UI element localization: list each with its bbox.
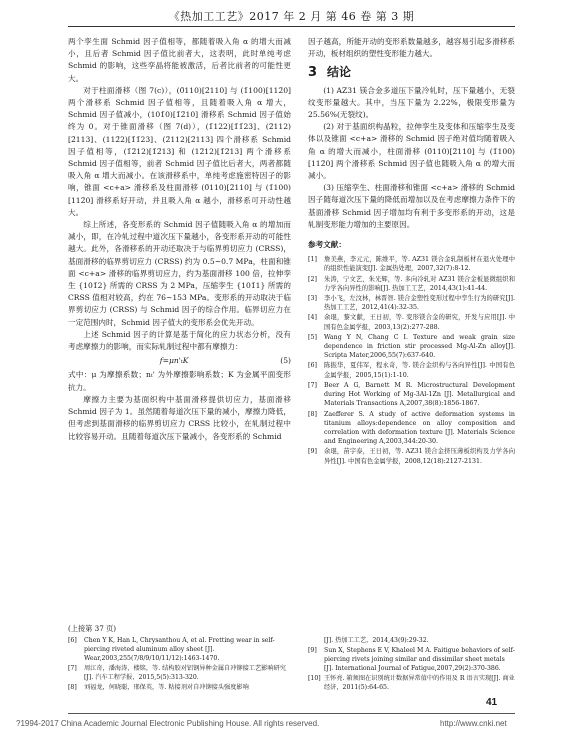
- reference-text: 詹美燕，李元元，陈维平，等. AZ31 镁合金轧制板材在退火处理中的组织性能演变[J]. 金属热处理，2007,32(7):8-12.: [324, 256, 515, 273]
- right-column: [308, 36, 515, 628]
- continued-references-right: [308, 636, 515, 693]
- reference-number: [7]: [308, 381, 317, 389]
- reference-number: [308, 636, 324, 645]
- reference-list: [308, 255, 515, 465]
- reference-number: [5]: [308, 333, 317, 341]
- section-title: 结论: [327, 65, 352, 80]
- reference-number: [6]: [308, 362, 317, 370]
- reference-item: [68, 664, 286, 682]
- conclusion-item: (3) 压缩孪生、柱面滑移和锥面 <c+a> 滑移的 Schmid 因子随每道次压下量的降低而增加以及在考虑摩擦力条件下的基面滑移 Schmid 因子增加均有利于多变形系的开动，这是轧制变形能力增加的主要原因。: [308, 183, 515, 229]
- reference-text: 陈振华，夏伟军，程永奇，等. 镁合金织构与各向异性[J]. 中国有色金属学报，2005,15(1):1-10.: [324, 362, 515, 379]
- reference-number: [10]: [308, 675, 321, 682]
- copyright-notice: ?1994-2017 China Academic Journal Electronic Publishing House. All rights reserved.: [16, 719, 320, 728]
- reference-text: Zaefferer S. A study of active deformation systems in titanium alloys:dependence on alloy composition and correlation with deformation texture [J]. Materials Science and Engineering A,2003,344:20-30.: [324, 410, 515, 446]
- site-url: http://www.cnki.net: [440, 719, 507, 728]
- reference-text: 余琨，黎文献，王日初，等. 变形镁合金的研究，开发与应用[J]. 中国有色金属学报，2003,13(2):277-288.: [324, 314, 515, 331]
- reference-text: Chen Y K, Han L, Chrysanthou A, et al. Fretting wear in self-piercing riveted aluminum alloy sheet [J]. Wear,2003,255(7/8/9/10/11/12):1463-1470.: [84, 637, 275, 662]
- paragraph: 因子越高，所能开动的变形系数量越多，越容易引起多滑移系开动，板材组织的塑性变形能力越大。: [308, 37, 515, 59]
- reference-number: [9]: [308, 448, 317, 456]
- reference-number: [3]: [308, 295, 317, 303]
- reference-number: [8]: [68, 684, 77, 691]
- paragraph: 摩擦力主要为基面织构中基面滑移提供切应力，基面滑移 Schmid 因子为 1。虽然随着每道次压下量的减小，摩擦力降低，但考虑到基面滑移的临界剪切应力 CRSS 比较小，在轧制过程中比较容易开动。且随着每道次压下量减小，各变形系的 Schmid: [68, 394, 291, 441]
- reference-text: Wang Y N, Chang C I. Texture and weak grain size dependence in friction stir processed Mg-Al-Zn alloy[J]. Scripta Mater,2006,55(7):637-640.: [324, 333, 515, 360]
- reference-item: [308, 447, 515, 465]
- reference-item: [308, 275, 515, 293]
- reference-item: [308, 381, 515, 409]
- reference-number: [9]: [308, 647, 317, 654]
- reference-text: [J]. 热加工工艺，2014,43(9):29-32.: [324, 637, 429, 644]
- conclusion-item: (2) 对于基面织构晶粒，拉伸孪生及变体和压缩孪生及变体以及锥面 <c+a> 滑移的 Schmid 因子绝对值均随着吸入角 α 的增大而减小，柱面滑移 (0̄110)[2̄110] 与 (1̄100)[112̄0] 两个滑移系 Schmid 因子值也随吸入角 α 的增大而减小。: [308, 122, 515, 181]
- reference-number: [6]: [68, 637, 77, 644]
- paragraph: 综上所述，各变形系的 Schmid 因子值随吸入角 α 的增加而减小，即，在冷轧过程中道次压下量越小，各变形系开动的可能性越大。此外，各滑移系的开动还取决于与临界剪切应力 (CRSS)，基面滑移的临界剪切应力 (CRSS) 约为 0.5~0.7 MPa，柱面和锥面 <c+a> 滑移的临界剪切应力，约为基面滑移 100 倍，拉伸孪生 {101̄2} 所需的 CRSS 为 2 MPa，压缩孪生 {101̄1} 所需的 CRSS 值相对较高，约在 76~153 MPa。变形系的开动取决于临界剪切应力 (CRSS) 与 Schmid 因子的综合作用。临界切应力在一定范围内时，Schmid 因子值大的变形系会优先开动。: [68, 220, 291, 327]
- paragraph: 上述 Schmid 因子的计算是基于简化的应力状态分析，没有考虑摩擦力的影响，而实际轧制过程中都有摩擦力：: [68, 329, 291, 352]
- reference-text: 李小飞，左汶林，林晋智. 镁合金塑性变形过程中孪生行为的研究[J]. 热加工工艺，2012,41(4):32-35.: [324, 295, 515, 312]
- reference-item: [308, 255, 515, 273]
- paragraph: 式中：μ 为摩擦系数；nₜ' 为外摩擦影响系数；K 为金属平面变形抗力。: [68, 370, 291, 392]
- equation-expression: f=μn'ₜK: [159, 356, 189, 366]
- reference-item: [308, 636, 515, 645]
- reference-number: [2]: [308, 275, 317, 283]
- reference-text: Beer A G, Barnett M R. Microstructural Development during Hot Working of Mg-3Al-1Zn [J]. Metallurgical and Materials Transactions A,2007,38(8):1856-1867.: [324, 381, 515, 408]
- reference-number: [4]: [308, 314, 317, 322]
- reference-item: [308, 313, 515, 331]
- reference-item: [68, 683, 286, 692]
- reference-item: [308, 646, 515, 673]
- equation: [68, 355, 291, 367]
- reference-text: Sun X, Stephens E V, Khaleel M A. Faitigue behaviors of self-piercing rivets joining similar and dissimilar sheet metals [J]. International Journal of Fatigue,2007,29(2):370-386.: [324, 647, 515, 672]
- page-number: 41: [486, 697, 498, 708]
- reference-number: [8]: [308, 410, 317, 418]
- header-rule: [68, 26, 515, 27]
- reference-text: 刘福龙，何晓聪，邢保英，等. 粘接剂对自冲铆接头强度影响: [84, 684, 249, 691]
- continued-label: (上接第 37 页): [68, 624, 117, 633]
- reference-number: [1]: [308, 256, 317, 264]
- reference-text: 王怀亮. 箱须图在识别统计数据异常值中的作用及 R 语言实现[J]. 商业经济，2011(5):64-65.: [324, 675, 515, 691]
- conclusion-item: (1) AZ31 镁合金多道压下量冷轧时，压下量越小，无裂纹变形量越大。其中，当压下量为 2.22%，极限变形量为 25.56%(无裂纹)。: [308, 85, 515, 120]
- reference-text: 余琨，苗宇泰，王日初，等. AZ31 镁合金挤压薄板织构及力学各向异性[J]. 中国有色金属学报，2008,12(18):2127-2131.: [324, 448, 515, 465]
- reference-item: [308, 294, 515, 312]
- paragraph: 对于柱面滑移（图 7(c)），(0̄110)[2̄110] 与 (1̄100)[112̄0] 两个滑移系 Schmid 因子值相等，且随着吸入角 α 增大，Schmid 因子值减小，(101̄0)[1̄2̄10] 滑移系 Schmid 因子值始终为 0。对于锥面滑移（图 7(d)），(1̄122)[1̄1̄23]、(2̄112)[2̄113]、(112̄2)[1̄1̄23]、(2̄112)[2̄113] 四个滑移系 Schmid 因子值相等，(1̄2̄12)[1̄2̄13] 和 (12̄12)[1̄2̄13] 两个滑移系 Schmid 因子值相等，前者 Schmid 因子值比后者大，两者都随吸入角 α 增大而减小。在该滑移系中，单纯考虑施密特因子的影响，锥面 <c+a> 滑移系及柱面滑移 (0̄110)[2̄110] 与 (1̄100)[112̄0] 滑移系好开动，并且吸入角 α 越小，滑移系可开动性越大。: [68, 85, 291, 217]
- reference-text: 周江奇，潘海涛，楼铭，等. 结构胶对铝钢异种金属自冲铆接工艺影响研究[J]. 汽车工程学报，2015,5(5):313-320.: [84, 665, 286, 681]
- section-number: 3: [308, 65, 318, 81]
- section-heading: [308, 66, 515, 79]
- references-title: 参考文献：: [308, 240, 346, 250]
- continued-references-left: [68, 636, 286, 693]
- paragraph: 两个孪生面 Schmid 因子值相等，都随着吸入角 α 的增大而减小，且后者 Schmid 因子值比前者大，这表明，此时单纯考虑 Schmid 的影响，这些孪晶将能被激活，后者比前者的可能性更大。: [68, 37, 291, 83]
- reference-item: [308, 410, 515, 447]
- reference-number: [7]: [68, 665, 77, 672]
- journal-header: 《热加工工艺》2017 年 2 月 第 46 卷 第 3 期: [168, 10, 415, 23]
- reference-text: 朱涛，宁文艺，朱光辉，等. 多向冷轧对 AZ31 镁合金板显微组织和力学各向异性的影响[J]. 热加工工艺，2014,43(1):41-44.: [324, 275, 515, 292]
- reference-item: [308, 361, 515, 379]
- reference-item: [308, 333, 515, 361]
- equation-number: (5): [280, 356, 291, 366]
- reference-item: [308, 674, 515, 692]
- left-column: [68, 36, 291, 628]
- footer-rule: [68, 713, 515, 714]
- reference-item: [68, 636, 286, 663]
